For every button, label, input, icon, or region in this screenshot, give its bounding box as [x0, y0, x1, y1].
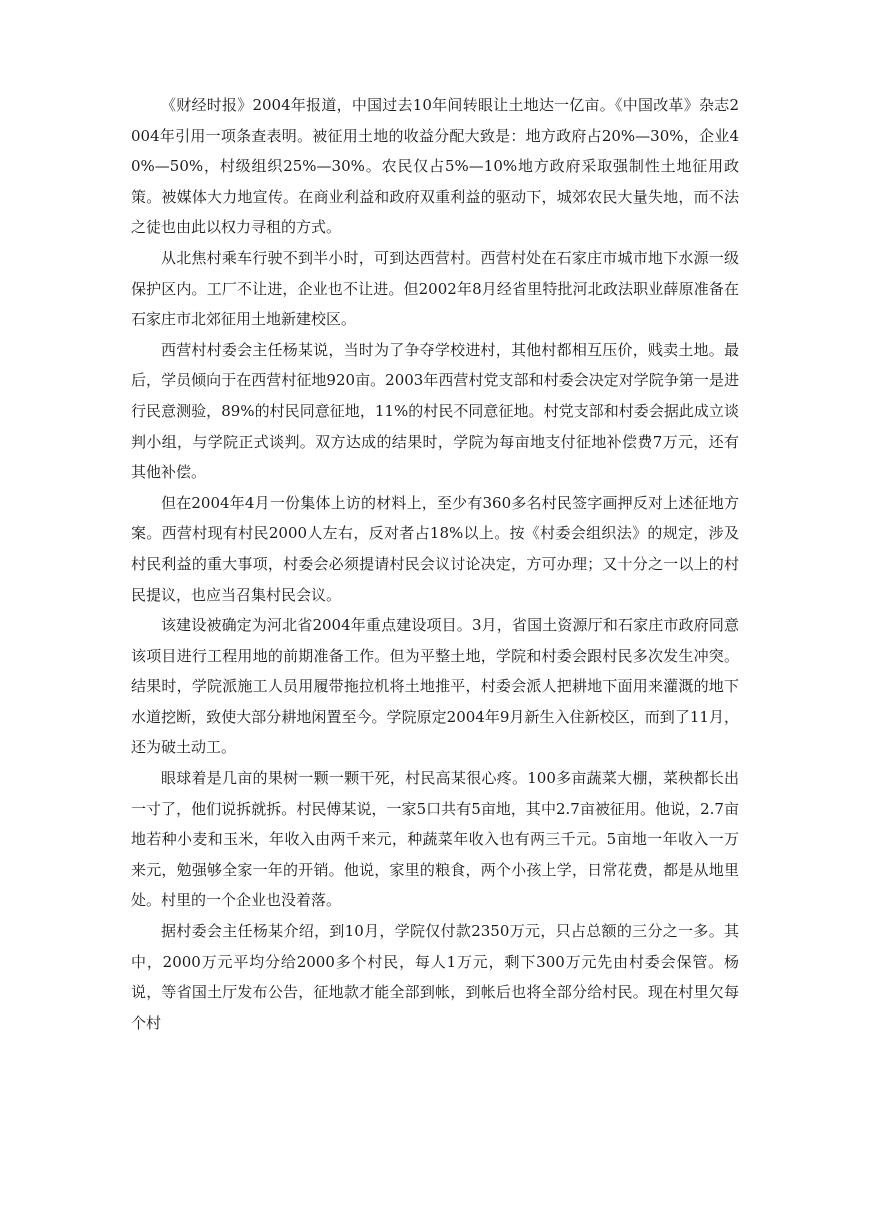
paragraph-construction-conflict: 该建设被确定为河北省2004年重点建设项目。3月，省国土资源厅和石家庄市政府同意该项目进行工程用地的前期准备工作。但为平整土地，学院和村委会跟村民多次发生冲突。结果时，学院派施工人员用履带拖拉机将土地推平，村委会派人把耕地下面用来灌溉的地下水道挖断，致使大部分耕地闲置至今。学院原定2004年9月新生入住新校区，而到了11月，还为破土动工。: [131, 616, 739, 757]
paragraph-villager-income: 眼球着是几亩的果树一颗一颗干死，村民高某很心疼。100多亩蔬菜大棚，菜秧都长出一寸了，他们说拆就拆。村民傅某说，一家5口共有5亩地，其中2.7亩被征用。他说，2.7亩地若种小麦和玉米，年收入由两千来元，种蔬菜年收入也有两三千元。5亩地一年收入一万来元，勉强够全家一年的开销。他说，家里的粮食，两个小孩上学，日常花费，都是从地里处。村里的一个企业也没着落。: [131, 769, 739, 910]
paragraph-xiying-village: 从北焦村乘车行驶不到半小时，可到达西营村。西营村处在石家庄市城市地下水源一级保护区内。工厂不让进，企业也不让进。但2002年8月经省里特批河北政法职业薛原准备在石家庄市北郊征用土地新建校区。: [131, 248, 739, 329]
paragraph-petition: 但在2004年4月一份集体上访的材料上，至少有360多名村民签字画押反对上述征地方案。西营村现有村民2000人左右，反对者占18%以上。按《村委会组织法》的规定，涉及村民利益的重大事项，村委会必须提请村民会议讨论决定，方可办理；又十分之一以上的村民提议，也应当召集村民会议。: [131, 493, 739, 604]
paragraph-land-revenue: 《财经时报》2004年报道，中国过去10年间转眼让土地达一亿亩。《中国改革》杂志2004年引用一项条查表明。被征用土地的收益分配大致是：地方政府占20%—30%，企业40%—50%，村级组织25%—30%。农民仅占5%—10%地方政府采取强制性土地征用政策。被媒体大力地宣传。在商业利益和政府双重利益的驱动下，城郊农民大量失地，而不法之徒也由此以权力寻租的方式。: [131, 96, 739, 237]
paragraph-village-head-yang: 西营村村委会主任杨某说，当时为了争夺学校进村，其他村都相互压价，贱卖土地。最后，学员倾向于在西营村征地920亩。2003年西营村党支部和村委会决定对学院争第一是进行民意测验，89%的村民同意征地，11%的村民不同意征地。村党支部和村委会据此成立谈判小组，与学院正式谈判。双方达成的结果时，学院为每亩地支付征地补偿费7万元，还有其他补偿。: [131, 340, 739, 482]
article-body: [131, 90, 739, 1038]
paragraph-compensation-payment: 据村委会主任杨某介绍，到10月，学院仅付款2350万元，只占总额的三分之一多。其中，2000万元平均分给2000多个村民，每人1万元，剩下300万元先由村委会保管。杨说，等省国土厅发布公告，征地款才能全部到帐，到帐后也将全部分给村民。现在村里欠每个村: [131, 922, 739, 1032]
